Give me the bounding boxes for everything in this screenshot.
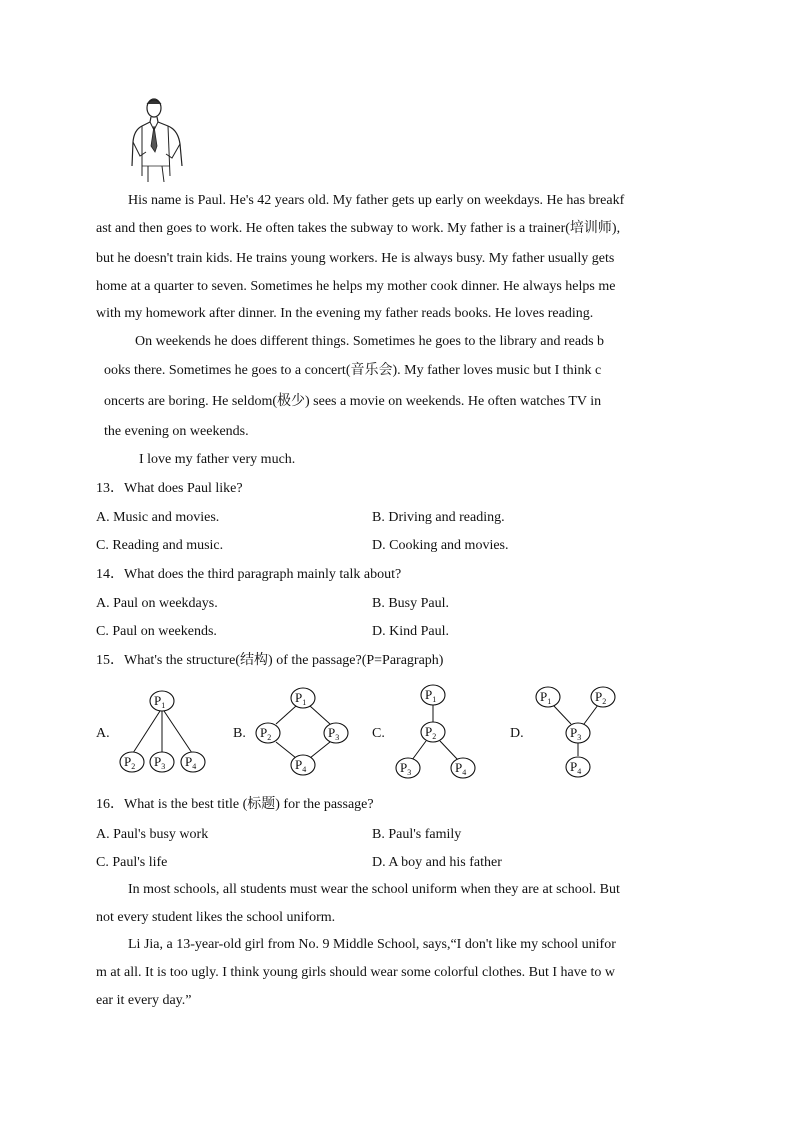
passage-1-line: with my homework after dinner. In the evening my father reads books. He loves reading. bbox=[96, 306, 594, 321]
node-p2: $P_2$ bbox=[260, 725, 272, 742]
question-13-option-c[interactable]: C. Reading and music. bbox=[96, 538, 224, 553]
question-15-option-c-label[interactable]: C. bbox=[372, 726, 385, 741]
passage-1-line: the evening on weekends. bbox=[104, 424, 249, 439]
question-13-option-a[interactable]: A. Music and movies. bbox=[96, 510, 220, 525]
node-p3: $P_3$ bbox=[328, 725, 340, 742]
passage-2-line: m at all. It is too ugly. I think young girls should wear some colorful clothes. But I have to w bbox=[96, 965, 615, 980]
passage-2-line: Li Jia, a 13-year-old girl from No. 9 Middle School, says,“I don't like my school unifor bbox=[128, 937, 616, 952]
passage-1-line: On weekends he does different things. Sometimes he goes to the library and reads b bbox=[135, 334, 605, 349]
question-14-stem: 14．What does the third paragraph mainly talk about? bbox=[96, 567, 402, 582]
question-16-option-c[interactable]: C. Paul's life bbox=[96, 855, 168, 870]
node-p1: $P_1$ bbox=[154, 693, 166, 710]
node-p2: $P_2$ bbox=[595, 689, 607, 706]
question-15-option-b-label[interactable]: B. bbox=[233, 726, 246, 741]
question-13-option-b[interactable]: B. Driving and reading. bbox=[372, 510, 505, 525]
question-13-stem: 13．What does Paul like? bbox=[96, 481, 243, 496]
passage-1-line: I love my father very much. bbox=[139, 452, 296, 467]
question-14-option-b[interactable]: B. Busy Paul. bbox=[372, 596, 450, 611]
question-14-option-d[interactable]: D. Kind Paul. bbox=[372, 624, 449, 639]
passage-1-line: home at a quarter to seven. Sometimes he helps my mother cook dinner. He always helps me bbox=[96, 279, 616, 294]
node-p3: $P_3$ bbox=[154, 754, 166, 771]
node-p4: $P_4$ bbox=[455, 760, 467, 777]
question-13-option-d[interactable]: D. Cooking and movies. bbox=[372, 538, 509, 553]
question-14-option-c[interactable]: C. Paul on weekends. bbox=[96, 624, 217, 639]
question-16-option-b[interactable]: B. Paul's family bbox=[372, 827, 462, 842]
node-p1: $P_1$ bbox=[540, 689, 552, 706]
passage-1-line: ooks there. Sometimes he goes to a concert(音乐会). My father loves music but I think c bbox=[104, 363, 602, 378]
node-p4: $P_4$ bbox=[295, 757, 307, 774]
passage-1-line: His name is Paul. He's 42 years old. My father gets up early on weekdays. He has breakf bbox=[128, 193, 625, 208]
node-p3: $P_3$ bbox=[400, 760, 412, 777]
structure-diagrams bbox=[0, 680, 794, 784]
passage-1-line: oncerts are boring. He seldom(极少) sees a movie on weekends. He often watches TV in bbox=[104, 394, 602, 409]
passage-2-line: not every student likes the school uniform. bbox=[96, 910, 336, 925]
man-illustration bbox=[128, 96, 188, 182]
question-14-option-a[interactable]: A. Paul on weekdays. bbox=[96, 596, 218, 611]
node-p1: $P_1$ bbox=[425, 687, 437, 704]
question-16-option-a[interactable]: A. Paul's busy work bbox=[96, 827, 209, 842]
node-p4: $P_4$ bbox=[185, 754, 197, 771]
passage-2-line: ear it every day.” bbox=[96, 993, 192, 1008]
node-p2: $P_2$ bbox=[124, 754, 136, 771]
question-16-option-d[interactable]: D. A boy and his father bbox=[372, 855, 502, 870]
passage-2-line: In most schools, all students must wear the school uniform when they are at school. But bbox=[128, 882, 620, 897]
question-15-option-a-label[interactable]: A. bbox=[96, 726, 110, 741]
passage-1-line: but he doesn't train kids. He trains young workers. He is always busy. My father usually gets bbox=[96, 251, 615, 266]
question-16-stem: 16．What is the best title (标题) for the passage? bbox=[96, 797, 374, 812]
question-15-stem: 15．What's the structure(结构) of the passage?(P=Paragraph) bbox=[96, 653, 444, 668]
question-15-option-d-label[interactable]: D. bbox=[510, 726, 524, 741]
passage-1-line: ast and then goes to work. He often takes the subway to work. My father is a trainer(培训师), bbox=[96, 221, 621, 236]
node-p4: $P_4$ bbox=[570, 759, 582, 776]
node-p2: $P_2$ bbox=[425, 724, 437, 741]
node-p3: $P_3$ bbox=[570, 725, 582, 742]
node-p1: $P_1$ bbox=[295, 690, 307, 707]
